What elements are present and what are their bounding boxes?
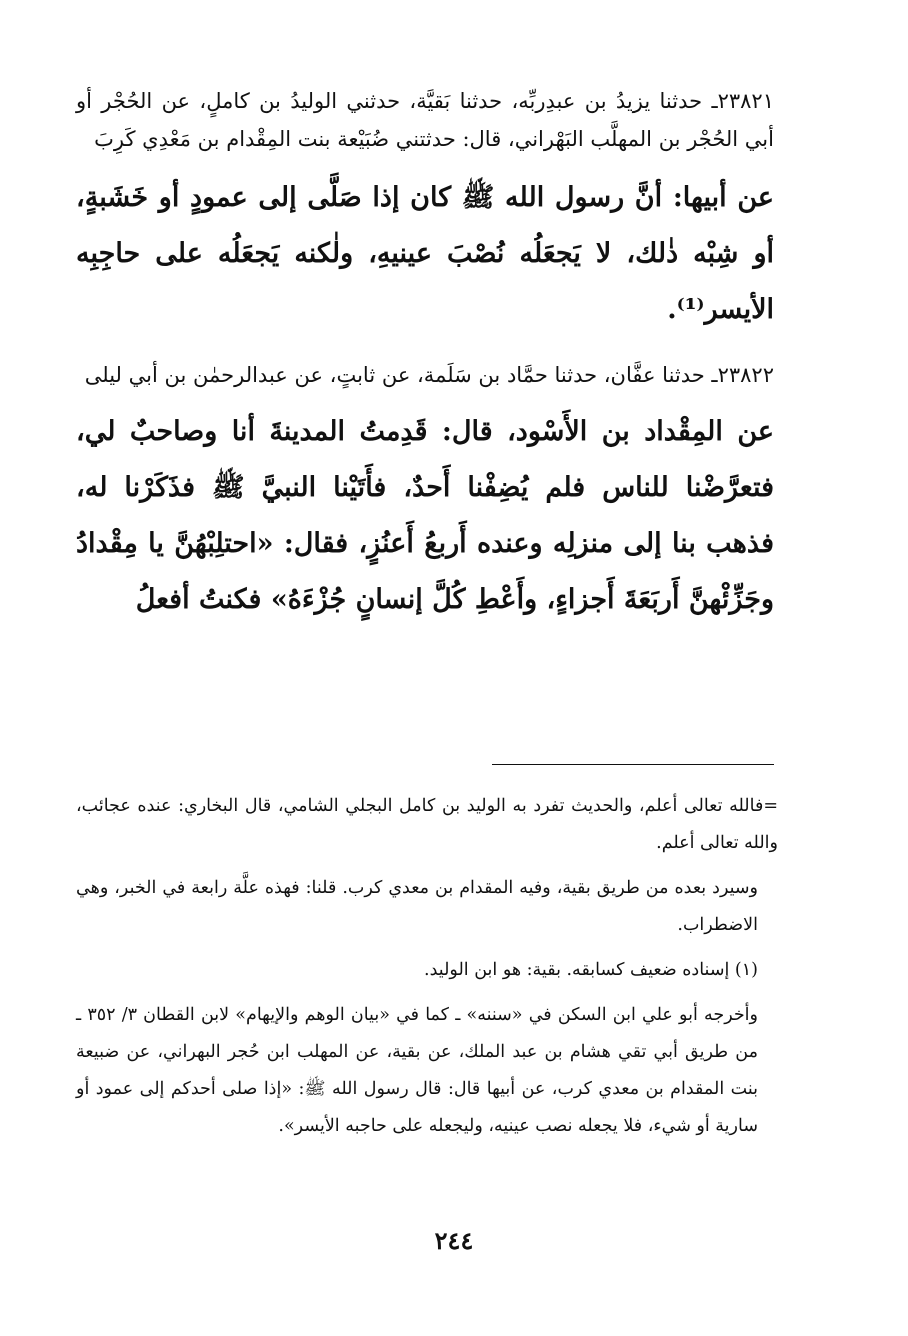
footnote-paragraph: وسيرد بعده من طريق بقية، وفيه المقدام بن معدي كرب. قلنا: فهذه علَّة رابعة في الخبر، وهي الاضطراب. bbox=[76, 878, 758, 935]
page-number: ٢٤٤ bbox=[434, 1226, 474, 1255]
footnote-1: (١) إسناده ضعيف كسابقه. بقية: هو ابن الوليد. bbox=[424, 960, 758, 980]
hadith-23822-isnad: ٢٣٨٢٢ـ حدثنا عفَّان، حدثنا حمَّاد بن سَلَمة، عن ثابتٍ، عن عبدالرحمٰن بن أبي ليلى bbox=[84, 363, 774, 387]
footnote-1-takhrij: وأخرجه أبو علي ابن السكن في «سننه» ـ كما في «بيان الوهم والإيهام» لابن القطان ٣/ ٣٥٢ ـ من طريق أبي تقي هشام بن عبد الملك، عن بقية، عن المهلب ابن حُجر البهراني، عن ضبيعة بنت المقدام بن معدي كرب، عن أبيها قال: قال رسول الله ﷺ: «إذا صلى أحدكم إلى عمود أو سارية أو شيء، فلا يجعله نصب عينيه، وليجعله على حاجبه الأيسر». bbox=[76, 1005, 758, 1136]
footnote-separator bbox=[492, 764, 774, 765]
hadith-23822-text: عن المِقْداد بن الأَسْود، قال: قَدِمتُ المدينةَ أنا وصاحبٌ لي، فتعرَّضْنا للناس فلم يُضِفْنا أَحدٌ، فأَتَيْنا النبيَّ ﷺ فذَكَرْنا له، فذهب بنا إلى منزلِه وعنده أَربعُ أَعنُزٍ، فقال: «احتلِبْهُنَّ يا مِقْدادُ وجَزِّئْهنَّ أَربَعَةَ أَجزاءٍ، وأَعْطِ كُلَّ إنسانٍ جُزْءَهُ» فكنتُ أفعلُ bbox=[76, 416, 774, 615]
hadith-23821-text: عن أبيها: أنَّ رسول الله ﷺ كان إذا صَلَّى إلى عمودٍ أو خَشَبةٍ، أو شِبْه ذٰلك، لا يَجعَلُه نُصْبَ عينيهِ، ولٰكنه يَجعَلُه على حاجِبِه الأيسر⁽¹⁾. bbox=[76, 182, 774, 325]
footnote-continuation: =فالله تعالى أعلم، والحديث تفرد به الوليد بن كامل البجلي الشامي، قال البخاري: عنده عجائب، والله تعالى أعلم. bbox=[76, 796, 778, 853]
footnotes bbox=[76, 788, 778, 1153]
hadith-23821-isnad: ٢٣٨٢١ـ حدثنا يزيدُ بن عبدِربِّه، حدثنا بَقيَّة، حدثني الوليدُ بن كاملٍ، عن الحُجْر أو أبي الحُجْر بن المهلَّب البَهْراني، قال: حدثتني ضُبَيْعة بنت المِقْدام بن مَعْدِي كَرِبَ bbox=[76, 89, 774, 151]
main-text bbox=[76, 78, 774, 628]
